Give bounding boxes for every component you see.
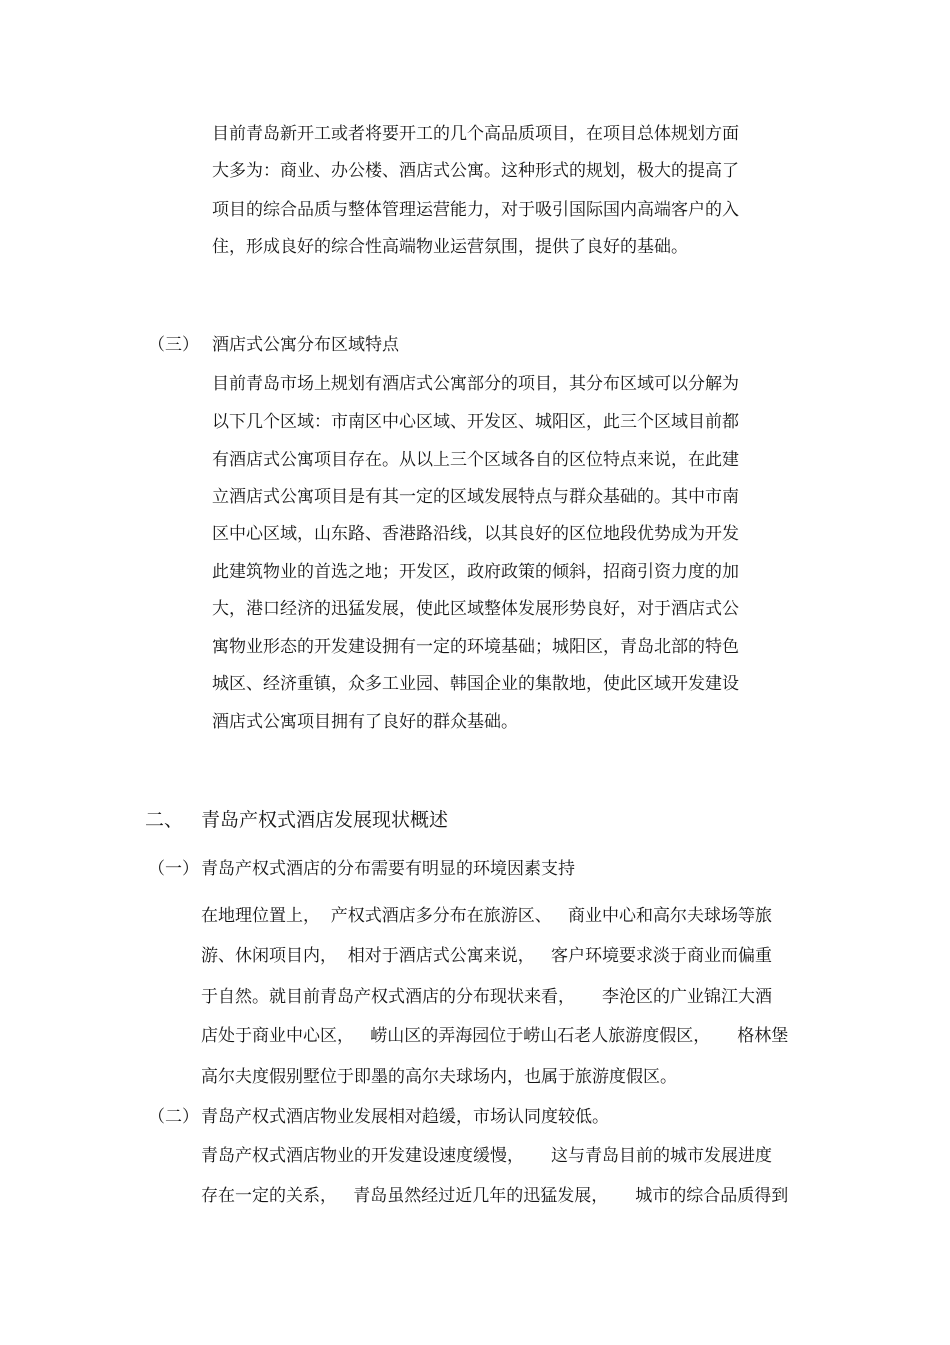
section-title: 青岛产权式酒店物业发展相对趋缓，市场认同度较低。 — [201, 1107, 609, 1127]
paragraph-line: 高尔夫度假别墅位于即墨的高尔夫球场内，也属于旅游度假区。 — [201, 1067, 677, 1087]
paragraph-line: 酒店式公寓项目拥有了良好的群众基础。 — [212, 712, 518, 732]
paragraph-line: 大，港口经济的迅猛发展，使此区域整体发展形势良好，对于酒店式公 — [212, 599, 739, 619]
paragraph-line: 于自然。就目前青岛产权式酒店的分布现状来看， 李沧区的广业锦江大酒 — [201, 987, 773, 1007]
paragraph-line: 店处于商业中心区， 崂山区的弄海园位于崂山石老人旅游度假区， 格林堡 — [201, 1026, 789, 1046]
paragraph-line: 立酒店式公寓项目是有其一定的区域发展特点与群众基础的。其中市南 — [212, 487, 739, 507]
paragraph-line: 有酒店式公寓项目存在。从以上三个区域各自的区位特点来说，在此建 — [212, 450, 739, 470]
paragraph-line: 住，形成良好的综合性高端物业运营氛围，提供了良好的基础。 — [212, 237, 688, 257]
section-title: 青岛产权式酒店的分布需要有明显的环境因素支持 — [201, 859, 575, 879]
section-marker: （三） — [148, 335, 199, 355]
paragraph-line: 城区、经济重镇，众多工业园、韩国企业的集散地，使此区域开发建设 — [212, 674, 739, 694]
paragraph-line: 游、休闲项目内， 相对于酒店式公寓来说， 客户环境要求淡于商业而偏重 — [201, 946, 773, 966]
chapter-marker: 二、 — [145, 809, 184, 831]
paragraph-line: 以下几个区域：市南区中心区域、开发区、城阳区，此三个区域目前都 — [212, 412, 739, 432]
paragraph-line: 青岛产权式酒店物业的开发建设速度缓慢， 这与青岛目前的城市发展进度 — [201, 1146, 773, 1166]
paragraph-line: 区中心区域，山东路、香港路沿线，以其良好的区位地段优势成为开发 — [212, 524, 739, 544]
paragraph-line: 大多为：商业、办公楼、酒店式公寓。这种形式的规划，极大的提高了 — [212, 161, 739, 181]
paragraph-line: 目前青岛新开工或者将要开工的几个高品质项目，在项目总体规划方面 — [212, 124, 739, 144]
chapter-title: 青岛产权式酒店发展现状概述 — [201, 809, 449, 831]
paragraph-line: 在地理位置上， 产权式酒店多分布在旅游区、 商业中心和高尔夫球场等旅 — [201, 906, 773, 926]
paragraph-line: 项目的综合品质与整体管理运营能力，对于吸引国际国内高端客户的入 — [212, 200, 739, 220]
paragraph-line: 存在一定的关系， 青岛虽然经过近几年的迅猛发展， 城市的综合品质得到 — [201, 1186, 789, 1206]
paragraph-line: 目前青岛市场上规划有酒店式公寓部分的项目，其分布区域可以分解为 — [212, 374, 739, 394]
paragraph-line: 此建筑物业的首选之地；开发区，政府政策的倾斜，招商引资力度的加 — [212, 562, 739, 582]
section-marker: （一） — [148, 859, 199, 879]
section-title: 酒店式公寓分布区域特点 — [212, 335, 399, 355]
paragraph-line: 寓物业形态的开发建设拥有一定的环境基础；城阳区，青岛北部的特色 — [212, 637, 739, 657]
section-marker: （二） — [148, 1107, 199, 1127]
